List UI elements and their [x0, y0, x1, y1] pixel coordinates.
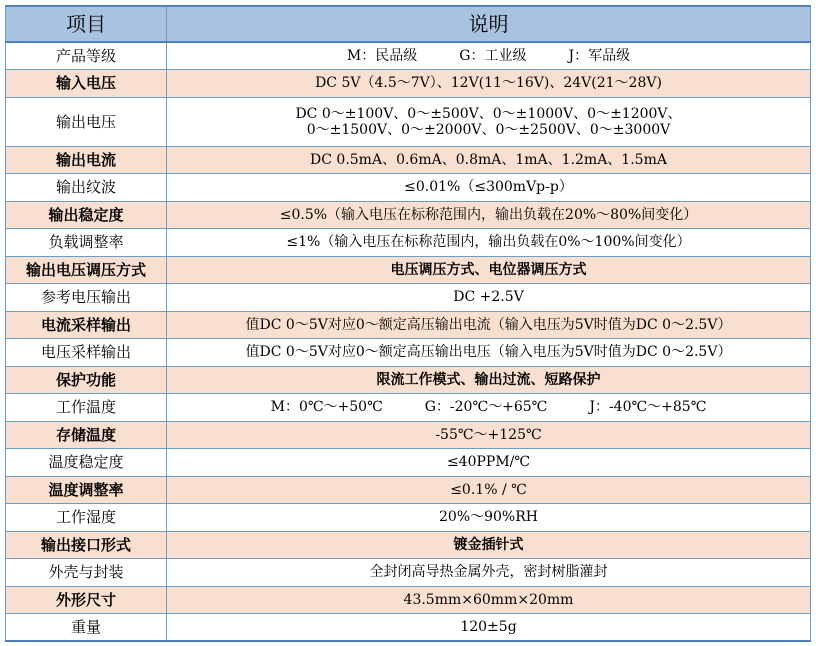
row-value: 电压调压方式、电位器调压方式	[167, 256, 811, 284]
value-line: 0～±1500V、0～±2000V、0～±2500V、0～±3000V	[306, 121, 671, 138]
table-row	[6, 146, 811, 174]
row-label: 输出稳定度	[6, 201, 167, 229]
table-row	[6, 449, 811, 477]
row-label: 输出纹波	[6, 174, 167, 202]
value-part: G：-20℃～+65℃	[424, 399, 548, 416]
row-label: 外形尺寸	[6, 586, 167, 614]
row-value: 120±5g	[167, 614, 811, 642]
table-row	[6, 559, 811, 587]
row-value: ≤0.1% / ℃	[167, 476, 811, 504]
value-part: M：民品级	[346, 48, 418, 64]
row-label: 工作湿度	[6, 504, 167, 532]
row-value: 值DC 0～5V对应0～额定高压输出电流（输入电压为5V时值为DC 0～2.5V）	[167, 311, 811, 339]
row-label: 工作温度	[6, 394, 167, 422]
table-row	[6, 614, 811, 642]
row-value: ≤0.01%（≤300mVp-p）	[167, 174, 811, 202]
table-row	[6, 70, 811, 98]
table-header-row	[6, 6, 811, 42]
table-row	[6, 311, 811, 339]
row-label: 重量	[6, 614, 167, 642]
table-row	[6, 531, 811, 559]
row-label: 电压采样输出	[6, 339, 167, 367]
table-row	[6, 174, 811, 202]
table-row	[6, 42, 811, 70]
table-row	[6, 339, 811, 367]
table-row	[6, 476, 811, 504]
value-part: J：军品级	[568, 48, 631, 64]
row-label: 输出接口形式	[6, 531, 167, 559]
row-label: 温度稳定度	[6, 449, 167, 477]
row-label: 电流采样输出	[6, 311, 167, 339]
row-value: 镀金插针式	[167, 531, 811, 559]
row-value: -55℃～+125℃	[167, 421, 811, 449]
row-label: 产品等级	[6, 42, 167, 70]
value-part: M：0℃～+50℃	[270, 399, 383, 416]
value-part: G：工业级	[459, 48, 527, 64]
table-row	[6, 504, 811, 532]
row-value: DC 5V（4.5～7V）、12V(11～16V)、24V(21～28V)	[167, 70, 811, 98]
row-value	[167, 97, 811, 146]
row-label: 存储温度	[6, 421, 167, 449]
table-row	[6, 394, 811, 422]
row-value	[167, 394, 811, 422]
table-row	[6, 97, 811, 146]
row-label: 输出电压调压方式	[6, 256, 167, 284]
row-value: DC +2.5V	[167, 284, 811, 312]
table-row	[6, 284, 811, 312]
table-row	[6, 586, 811, 614]
header-item: 项目	[6, 6, 167, 42]
row-label: 外壳与封装	[6, 559, 167, 587]
row-value: ≤40PPM/℃	[167, 449, 811, 477]
row-value	[167, 42, 811, 70]
row-label: 参考电压输出	[6, 284, 167, 312]
row-value: 20%～90%RH	[167, 504, 811, 532]
table-row	[6, 366, 811, 394]
header-description: 说明	[167, 6, 811, 42]
row-value: 43.5mm×60mm×20mm	[167, 586, 811, 614]
row-value: 全封闭高导热金属外壳，密封树脂灌封	[167, 559, 811, 587]
row-value: 限流工作模式、输出过流、短路保护	[167, 366, 811, 394]
table-row	[6, 201, 811, 229]
value-line: DC 0～±100V、0～±500V、0～±1000V、0～±1200V、	[295, 105, 682, 122]
row-value: 值DC 0～5V对应0～额定高压输出电压（输入电压为5V时值为DC 0～2.5V）	[167, 339, 811, 367]
row-label: 输入电压	[6, 70, 167, 98]
value-part: J：-40℃～+85℃	[589, 399, 707, 416]
row-label: 输出电流	[6, 146, 167, 174]
table-row	[6, 256, 811, 284]
row-label: 负载调整率	[6, 229, 167, 257]
row-label: 输出电压	[6, 97, 167, 146]
row-value: DC 0.5mA、0.6mA、0.8mA、1mA、1.2mA、1.5mA	[167, 146, 811, 174]
row-value: ≤0.5%（输入电压在标称范围内，输出负载在20%～80%间变化）	[167, 201, 811, 229]
row-label: 保护功能	[6, 366, 167, 394]
table-row	[6, 421, 811, 449]
row-label: 温度调整率	[6, 476, 167, 504]
spec-table	[5, 5, 811, 642]
table-row	[6, 229, 811, 257]
row-value: ≤1%（输入电压在标称范围内，输出负载在0%～100%间变化）	[167, 229, 811, 257]
